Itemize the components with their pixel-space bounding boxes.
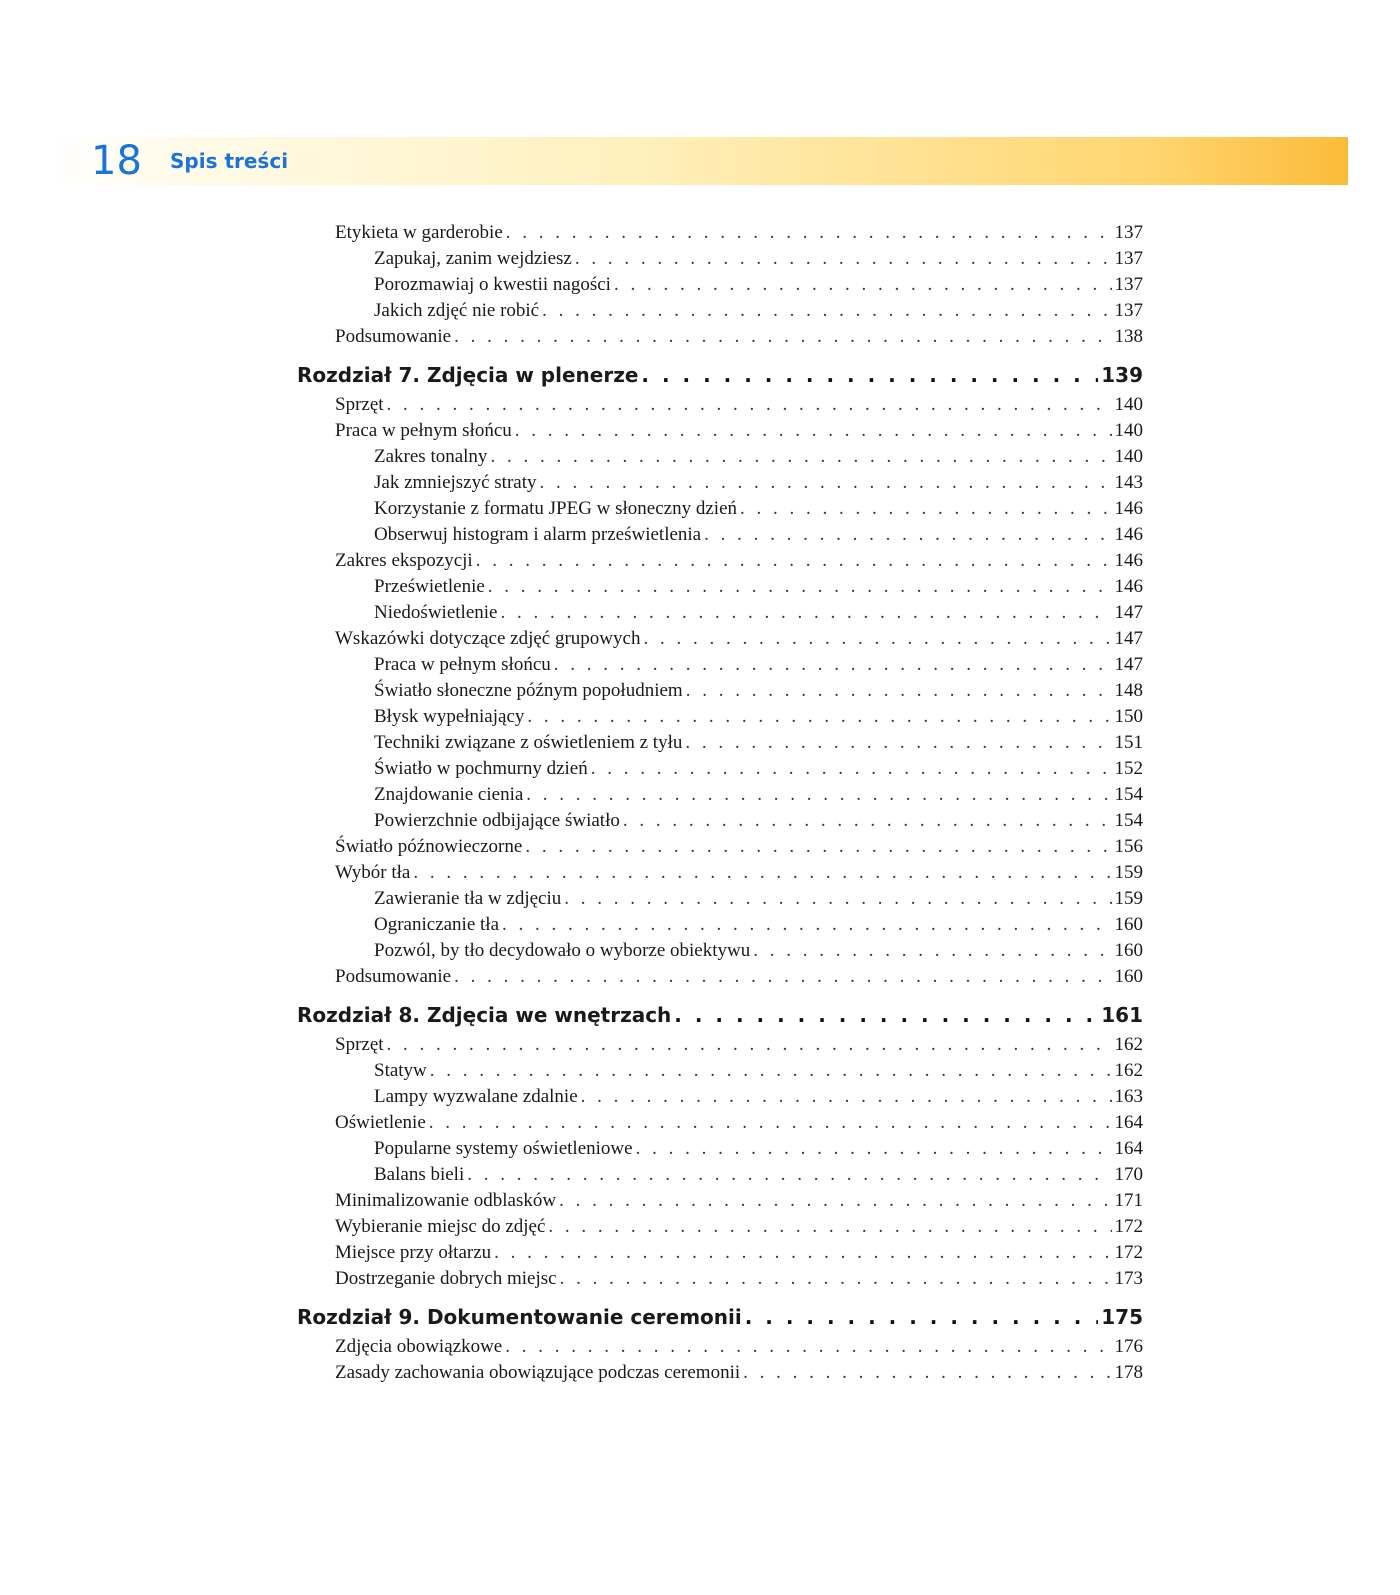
toc-entry-page: 154 bbox=[1114, 784, 1143, 805]
toc-entry bbox=[297, 626, 1143, 652]
toc-entry-title: Błysk wypełniający bbox=[374, 706, 525, 727]
toc-dot-leader bbox=[559, 1188, 1111, 1214]
toc-dot-leader bbox=[740, 496, 1111, 522]
toc-entry-page: 143 bbox=[1114, 472, 1143, 493]
toc-dot-leader bbox=[743, 1360, 1111, 1386]
toc-entry-title: Podsumowanie bbox=[335, 326, 452, 347]
toc-dot-leader bbox=[560, 1266, 1112, 1292]
toc-entry-title: Zawieranie tła w zdjęciu bbox=[374, 888, 562, 909]
toc-entry-title: Niedoświetlenie bbox=[374, 602, 498, 623]
toc-entry-title: Zdjęcia obowiązkowe bbox=[335, 1336, 503, 1357]
toc-entry bbox=[297, 548, 1143, 574]
toc-entry-page: 146 bbox=[1114, 524, 1143, 545]
toc-entry-title: Zakres ekspozycji bbox=[335, 550, 473, 571]
toc-dot-leader bbox=[542, 298, 1111, 324]
toc-entry bbox=[297, 1032, 1143, 1058]
toc-chapter-entry bbox=[297, 999, 1143, 1031]
section-title: Spis treści bbox=[170, 149, 289, 173]
toc-entry-page: 163 bbox=[1114, 1086, 1143, 1107]
toc-entry bbox=[297, 808, 1143, 834]
toc-entry bbox=[297, 600, 1143, 626]
toc-dot-leader bbox=[623, 808, 1112, 834]
toc-dot-leader bbox=[554, 652, 1112, 678]
toc-entry bbox=[297, 392, 1143, 418]
toc-dot-leader bbox=[685, 730, 1111, 756]
toc-dot-leader bbox=[454, 964, 1111, 990]
toc-entry bbox=[297, 324, 1143, 350]
toc-entry-page: 139 bbox=[1101, 363, 1143, 387]
toc-entry bbox=[297, 678, 1143, 704]
toc-entry-title: Pozwól, by tło decydowało o wyborze obiektywu bbox=[374, 940, 751, 961]
toc-entry-page: 164 bbox=[1114, 1138, 1143, 1159]
toc-entry-page: 140 bbox=[1114, 394, 1143, 415]
toc-entry bbox=[297, 912, 1143, 938]
toc-chapter-entry bbox=[297, 1301, 1143, 1333]
toc-dot-leader bbox=[753, 938, 1111, 964]
toc-dot-leader bbox=[454, 324, 1111, 350]
toc-dot-leader bbox=[643, 626, 1111, 652]
toc-dot-leader bbox=[502, 912, 1111, 938]
toc-dot-leader bbox=[745, 1301, 1099, 1333]
toc-entry-title: Światło słoneczne późnym popołudniem bbox=[374, 680, 683, 701]
toc-entry-page: 151 bbox=[1114, 732, 1143, 753]
toc-entry-page: 175 bbox=[1101, 1305, 1143, 1329]
toc-entry-title: Lampy wyzwalane zdalnie bbox=[374, 1086, 578, 1107]
toc-entry bbox=[297, 1334, 1143, 1360]
toc-entry-page: 147 bbox=[1114, 602, 1143, 623]
page-number: 18 bbox=[91, 138, 142, 184]
toc-entry-title: Rozdział 9. Dokumentowanie ceremonii bbox=[297, 1305, 742, 1329]
toc-dot-leader bbox=[540, 470, 1112, 496]
toc-entry bbox=[297, 834, 1143, 860]
toc-entry-title: Porozmawiaj o kwestii nagości bbox=[374, 274, 611, 295]
toc-dot-leader bbox=[494, 1240, 1111, 1266]
table-of-contents bbox=[297, 220, 1143, 1386]
toc-entry-page: 160 bbox=[1114, 914, 1143, 935]
toc-chapter-entry bbox=[297, 359, 1143, 391]
toc-dot-leader bbox=[515, 418, 1112, 444]
toc-entry bbox=[297, 272, 1143, 298]
toc-entry-page: 156 bbox=[1114, 836, 1143, 857]
toc-entry-page: 140 bbox=[1114, 420, 1143, 441]
toc-entry-title: Praca w pełnym słońcu bbox=[374, 654, 551, 675]
toc-entry-page: 162 bbox=[1114, 1060, 1143, 1081]
toc-entry-page: 138 bbox=[1114, 326, 1143, 347]
toc-entry-page: 178 bbox=[1114, 1362, 1143, 1383]
toc-entry-title: Praca w pełnym słońcu bbox=[335, 420, 512, 441]
toc-entry-title: Popularne systemy oświetleniowe bbox=[374, 1138, 633, 1159]
toc-entry-title: Techniki związane z oświetleniem z tyłu bbox=[374, 732, 683, 753]
toc-entry-title: Powierzchnie odbijające światło bbox=[374, 810, 620, 831]
toc-entry-title: Jakich zdjęć nie robić bbox=[374, 300, 540, 321]
toc-dot-leader bbox=[488, 574, 1112, 600]
toc-entry bbox=[297, 964, 1143, 990]
toc-dot-leader bbox=[506, 220, 1112, 246]
toc-entry-title: Zapukaj, zanim wejdziesz bbox=[374, 248, 572, 269]
toc-entry bbox=[297, 1360, 1143, 1386]
toc-entry bbox=[297, 704, 1143, 730]
toc-entry-page: 137 bbox=[1114, 274, 1143, 295]
toc-entry-title: Zakres tonalny bbox=[374, 446, 488, 467]
toc-entry-title: Wskazówki dotyczące zdjęć grupowych bbox=[335, 628, 641, 649]
toc-entry bbox=[297, 1188, 1143, 1214]
toc-entry bbox=[297, 1136, 1143, 1162]
toc-entry-page: 172 bbox=[1114, 1216, 1143, 1237]
toc-entry-title: Podsumowanie bbox=[335, 966, 452, 987]
toc-entry-title: Dostrzeganie dobrych miejsc bbox=[335, 1268, 557, 1289]
toc-entry-page: 146 bbox=[1114, 576, 1143, 597]
toc-entry bbox=[297, 1084, 1143, 1110]
toc-dot-leader bbox=[413, 860, 1111, 886]
toc-dot-leader bbox=[467, 1162, 1111, 1188]
toc-dot-leader bbox=[641, 359, 1098, 391]
toc-entry bbox=[297, 1110, 1143, 1136]
toc-dot-leader bbox=[527, 704, 1111, 730]
toc-dot-leader bbox=[525, 834, 1111, 860]
toc-entry-title: Prześwietlenie bbox=[374, 576, 485, 597]
toc-dot-leader bbox=[581, 1084, 1112, 1110]
toc-entry-page: 160 bbox=[1114, 966, 1143, 987]
toc-entry-page: 152 bbox=[1114, 758, 1143, 779]
toc-entry-page: 137 bbox=[1114, 248, 1143, 269]
toc-dot-leader bbox=[636, 1136, 1112, 1162]
toc-entry-title: Sprzęt bbox=[335, 1034, 384, 1055]
toc-entry-title: Ograniczanie tła bbox=[374, 914, 500, 935]
toc-entry bbox=[297, 470, 1143, 496]
toc-entry-page: 161 bbox=[1101, 1003, 1143, 1027]
toc-entry-title: Rozdział 7. Zdjęcia w plenerze bbox=[297, 363, 639, 387]
toc-dot-leader bbox=[591, 756, 1112, 782]
toc-entry-page: 137 bbox=[1114, 222, 1143, 243]
toc-entry bbox=[297, 1162, 1143, 1188]
toc-entry-title: Zasady zachowania obowiązujące podczas ceremonii bbox=[335, 1362, 741, 1383]
toc-entry bbox=[297, 652, 1143, 678]
toc-entry-page: 171 bbox=[1114, 1190, 1143, 1211]
toc-dot-leader bbox=[674, 999, 1098, 1031]
toc-dot-leader bbox=[387, 392, 1112, 418]
toc-entry-page: 150 bbox=[1114, 706, 1143, 727]
toc-entry-title: Korzystanie z formatu JPEG w słoneczny dzień bbox=[374, 498, 738, 519]
toc-entry bbox=[297, 860, 1143, 886]
toc-dot-leader bbox=[490, 444, 1111, 470]
toc-entry-title: Znajdowanie cienia bbox=[374, 784, 524, 805]
toc-dot-leader bbox=[564, 886, 1111, 912]
toc-entry bbox=[297, 886, 1143, 912]
toc-entry-title: Minimalizowanie odblasków bbox=[335, 1190, 557, 1211]
toc-entry bbox=[297, 756, 1143, 782]
toc-entry-title: Wybieranie miejsc do zdjęć bbox=[335, 1216, 546, 1237]
toc-entry bbox=[297, 298, 1143, 324]
toc-entry-page: 164 bbox=[1114, 1112, 1143, 1133]
toc-entry bbox=[297, 522, 1143, 548]
toc-entry bbox=[297, 938, 1143, 964]
toc-entry-title: Etykieta w garderobie bbox=[335, 222, 503, 243]
toc-dot-leader bbox=[686, 678, 1112, 704]
toc-entry-page: 162 bbox=[1114, 1034, 1143, 1055]
toc-entry-page: 137 bbox=[1114, 300, 1143, 321]
toc-entry-title: Światło późnowieczorne bbox=[335, 836, 523, 857]
toc-entry bbox=[297, 220, 1143, 246]
toc-entry-page: 159 bbox=[1114, 888, 1143, 909]
toc-dot-leader bbox=[614, 272, 1112, 298]
toc-entry-page: 148 bbox=[1114, 680, 1143, 701]
toc-dot-leader bbox=[430, 1058, 1112, 1084]
toc-dot-leader bbox=[548, 1214, 1111, 1240]
toc-entry-title: Rozdział 8. Zdjęcia we wnętrzach bbox=[297, 1003, 672, 1027]
toc-dot-leader bbox=[387, 1032, 1112, 1058]
toc-entry-page: 147 bbox=[1114, 628, 1143, 649]
toc-entry bbox=[297, 246, 1143, 272]
toc-entry-title: Jak zmniejszyć straty bbox=[374, 472, 537, 493]
toc-entry-title: Światło w pochmurny dzień bbox=[374, 758, 588, 779]
toc-dot-leader bbox=[505, 1334, 1111, 1360]
toc-dot-leader bbox=[476, 548, 1112, 574]
toc-entry-page: 173 bbox=[1114, 1268, 1143, 1289]
toc-entry bbox=[297, 496, 1143, 522]
toc-entry-page: 154 bbox=[1114, 810, 1143, 831]
toc-entry bbox=[297, 1058, 1143, 1084]
toc-entry-page: 146 bbox=[1114, 550, 1143, 571]
toc-entry-page: 176 bbox=[1114, 1336, 1143, 1357]
toc-entry bbox=[297, 1214, 1143, 1240]
toc-entry bbox=[297, 1266, 1143, 1292]
toc-entry-page: 140 bbox=[1114, 446, 1143, 467]
toc-entry-title: Oświetlenie bbox=[335, 1112, 426, 1133]
toc-entry-title: Sprzęt bbox=[335, 394, 384, 415]
toc-dot-leader bbox=[526, 782, 1111, 808]
toc-dot-leader bbox=[704, 522, 1111, 548]
toc-entry-page: 159 bbox=[1114, 862, 1143, 883]
toc-entry-page: 170 bbox=[1114, 1164, 1143, 1185]
toc-entry bbox=[297, 444, 1143, 470]
toc-entry-page: 147 bbox=[1114, 654, 1143, 675]
toc-entry-title: Obserwuj histogram i alarm prześwietlenia bbox=[374, 524, 702, 545]
toc-entry bbox=[297, 1240, 1143, 1266]
toc-entry-title: Miejsce przy ołtarzu bbox=[335, 1242, 492, 1263]
toc-entry-page: 172 bbox=[1114, 1242, 1143, 1263]
toc-dot-leader bbox=[500, 600, 1111, 626]
toc-entry bbox=[297, 418, 1143, 444]
toc-entry bbox=[297, 574, 1143, 600]
toc-dot-leader bbox=[429, 1110, 1112, 1136]
toc-dot-leader bbox=[575, 246, 1112, 272]
toc-entry-title: Balans bieli bbox=[374, 1164, 465, 1185]
toc-entry-title: Statyw bbox=[374, 1060, 427, 1081]
toc-entry bbox=[297, 782, 1143, 808]
toc-entry-title: Wybór tła bbox=[335, 862, 411, 883]
toc-entry bbox=[297, 730, 1143, 756]
toc-entry-page: 146 bbox=[1114, 498, 1143, 519]
toc-entry-page: 160 bbox=[1114, 940, 1143, 961]
